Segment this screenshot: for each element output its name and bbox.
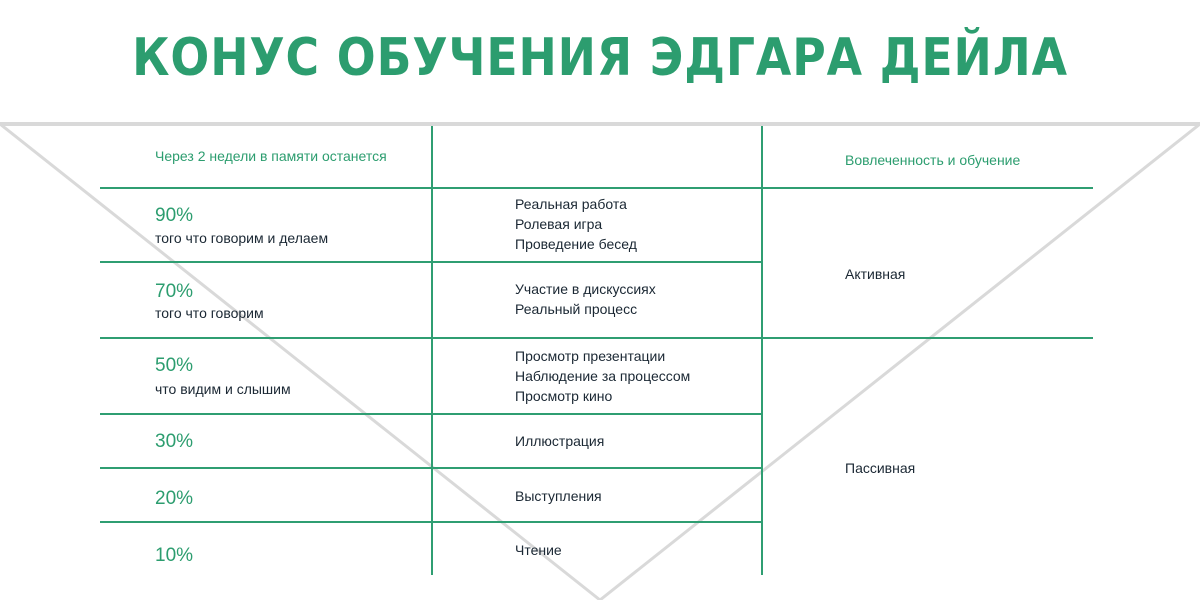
column-divider-1 — [431, 126, 433, 575]
retention-note: того что говорим и делаем — [155, 230, 329, 246]
method-item: Выступления — [515, 488, 602, 504]
row-divider — [100, 261, 762, 263]
retention-note: что видим и слышим — [155, 381, 291, 397]
column-divider-2 — [761, 126, 763, 575]
engagement-header: Вовлеченность и обучение — [845, 152, 1021, 168]
row-divider — [100, 187, 1093, 189]
method-item: Просмотр презентации — [515, 348, 666, 364]
method-list — [515, 279, 656, 319]
method-item: Участие в дискуссиях — [515, 281, 656, 297]
method-list — [515, 346, 690, 406]
retention-percent: 50% — [155, 355, 194, 376]
method-item: Ролевая игра — [515, 216, 603, 232]
method-item: Реальная работа — [515, 196, 627, 212]
retention-note: того что говорим — [155, 305, 264, 321]
row-divider — [100, 467, 762, 469]
row-divider — [100, 413, 762, 415]
method-list — [515, 431, 604, 451]
method-item: Чтение — [515, 542, 562, 558]
method-item: Реальный процесс — [515, 301, 638, 317]
retention-percent: 30% — [155, 431, 194, 452]
method-list — [515, 486, 602, 506]
method-list — [515, 194, 637, 254]
retention-percent: 70% — [155, 281, 194, 302]
engagement-active: Активная — [845, 266, 906, 282]
page-title: КОНУС ОБУЧЕНИЯ ЭДГАРА ДЕЙЛА — [132, 28, 1068, 88]
engagement-passive: Пассивная — [845, 460, 916, 476]
method-item: Проведение бесед — [515, 236, 637, 252]
retention-percent: 10% — [155, 545, 194, 566]
method-item: Наблюдение за процессом — [515, 368, 691, 384]
retention-header: Через 2 недели в памяти останется — [155, 148, 387, 164]
retention-percent: 90% — [155, 205, 194, 226]
method-item: Просмотр кино — [515, 388, 613, 404]
row-divider — [100, 521, 762, 523]
retention-percent: 20% — [155, 488, 194, 509]
method-list — [515, 540, 562, 560]
row-divider — [100, 337, 1093, 339]
method-item: Иллюстрация — [515, 433, 605, 449]
